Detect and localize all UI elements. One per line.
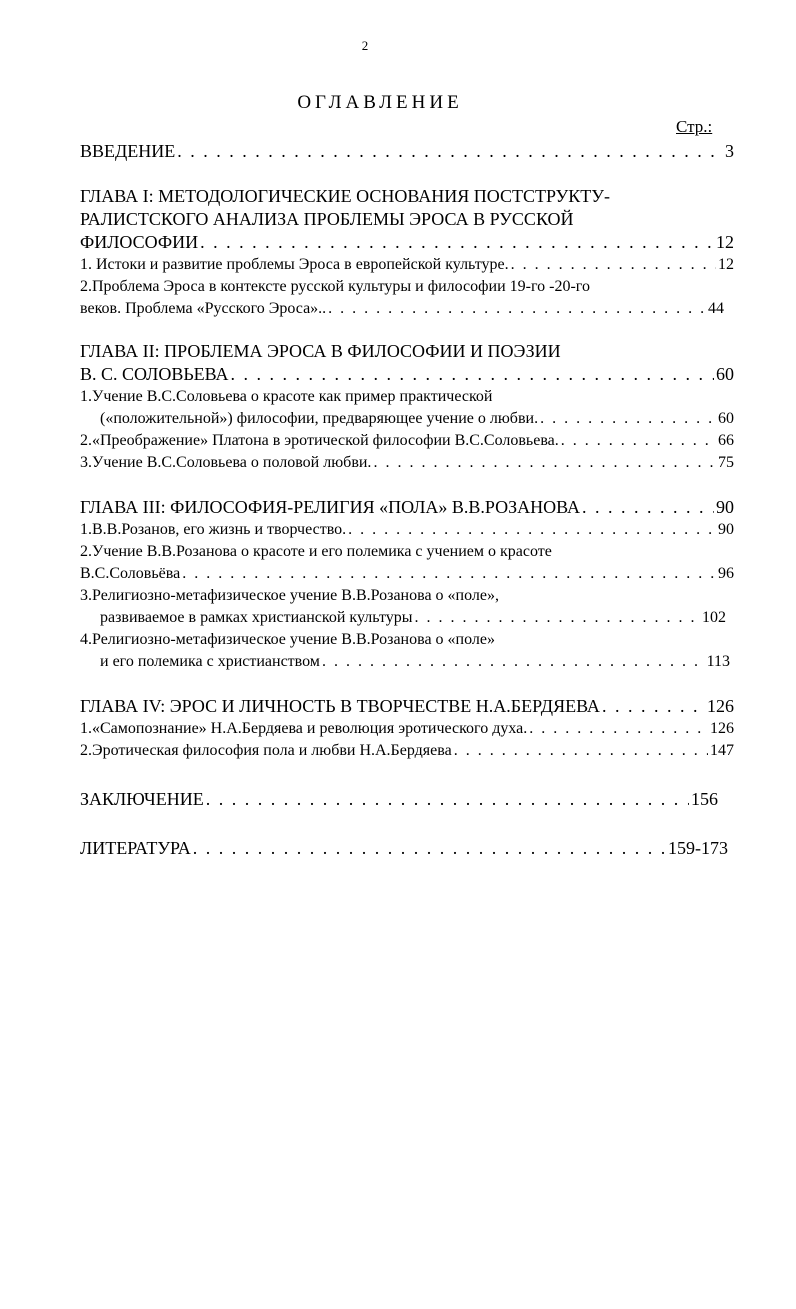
toc-page-number: 96 (718, 565, 734, 582)
toc-entry-literature (80, 837, 734, 860)
toc-page-number: 102 (702, 609, 726, 626)
toc-entry-section-3-3 (80, 607, 734, 629)
chapter-2-title-line: ГЛАВА II: ПРОБЛЕМА ЭРОСА В ФИЛОСОФИИ И ПОЭЗИИ (80, 341, 561, 361)
toc-entry-section-2-2 (80, 430, 734, 452)
toc-entry-title: 1. Истоки и развитие проблемы Эроса в европейской культуре. (80, 256, 509, 273)
table-of-contents (80, 140, 734, 860)
toc-entry-section-4-2 (80, 740, 734, 762)
dot-leader (231, 363, 714, 386)
toc-entry-section-2-1 (80, 408, 734, 430)
toc-entry-chapter-3 (80, 496, 734, 519)
toc-entry-title: 3.Учение В.С.Соловьева о половой любви. (80, 454, 372, 471)
toc-entry-section-3-4 (80, 651, 734, 673)
dot-leader (540, 408, 716, 430)
toc-entry-title: 1.«Самопознание» Н.А.Бердяева и революция эротического духа. (80, 720, 528, 737)
dot-leader (328, 298, 706, 320)
toc-page-number: 60 (716, 364, 734, 384)
toc-page-number: 66 (718, 432, 734, 449)
dot-leader (454, 740, 708, 762)
dot-leader (582, 496, 714, 519)
toc-entry-title: ЛИТЕРАТУРА (80, 838, 191, 858)
toc-entry-chapter-2 (80, 363, 734, 386)
dot-leader (200, 231, 714, 254)
section-3-4-line: 4.Религиозно-метафизическое учение В.В.Розанова о «поле» (80, 631, 495, 648)
toc-page-number: 3 (725, 141, 734, 161)
toc-entry-title: В.С.Соловьёва (80, 565, 181, 582)
dot-leader (373, 452, 716, 474)
toc-page-number: 90 (718, 521, 734, 538)
chapter-1-title-line: РАЛИСТСКОГО АНАЛИЗА ПРОБЛЕМЫ ЭРОСА В РУССКОЙ (80, 209, 574, 229)
toc-entry-conclusion (80, 788, 734, 811)
section-3-2-line: 2.Учение В.В.Розанова о красоте и его полемика с учением о красоте (80, 543, 552, 560)
dot-leader (193, 837, 666, 860)
dot-leader (511, 254, 716, 276)
dot-leader (414, 607, 700, 629)
toc-entry-section-3-1 (80, 519, 734, 541)
toc-page-number: 113 (706, 653, 730, 670)
toc-entry-section-1-2 (80, 298, 734, 320)
toc-page-number: 90 (716, 497, 734, 517)
toc-page-number: 12 (716, 232, 734, 252)
dot-leader (177, 140, 723, 163)
toc-entry-title: ВВЕДЕНИЕ (80, 141, 176, 161)
toc-entry-chapter-4 (80, 695, 734, 718)
toc-page-number: 159-173 (668, 838, 728, 858)
toc-entry-title: и его полемика с христианством (100, 653, 320, 670)
dot-leader (561, 430, 716, 452)
page-number: 2 (361, 38, 369, 53)
dot-leader (348, 519, 716, 541)
toc-page-number: 156 (691, 789, 718, 809)
section-3-3-line: 3.Религиозно-метафизическое учение В.В.Розанова о «поле», (80, 587, 499, 604)
toc-page-number: 60 (718, 410, 734, 427)
toc-entry-title: («положительной») философии, предваряющее учение о любви. (100, 410, 539, 427)
dot-leader (206, 788, 689, 811)
toc-entry-title: ГЛАВА IV: ЭРОС И ЛИЧНОСТЬ В ТВОРЧЕСТВЕ Н.А.БЕРДЯЕВА (80, 696, 600, 716)
toc-entry-title: ЗАКЛЮЧЕНИЕ (80, 789, 204, 809)
page-column-label: Стр.: (676, 117, 713, 136)
toc-entry-title: 2.Эротическая философия пола и любви Н.А.Бердяева (80, 742, 452, 759)
toc-entry-title: ФИЛОСОФИИ (80, 232, 199, 252)
toc-entry-section-4-1 (80, 718, 734, 740)
toc-entry-introduction (80, 140, 734, 163)
toc-entry-title: веков. Проблема «Русского Эроса».. (80, 300, 327, 317)
toc-page-number: 75 (718, 454, 734, 471)
toc-entry-title: ГЛАВА III: ФИЛОСОФИЯ-РЕЛИГИЯ «ПОЛА» В.В.РОЗАНОВА (80, 497, 581, 517)
toc-page-number: 44 (708, 300, 724, 317)
toc-entry-title: 1.В.В.Розанов, его жизнь и творчество. (80, 521, 347, 538)
dot-leader (529, 718, 708, 740)
page-title: ОГЛАВЛЕНИЕ (297, 92, 463, 113)
toc-page-number: 12 (718, 256, 734, 273)
dot-leader (602, 695, 705, 718)
toc-page-number: 126 (707, 696, 734, 716)
section-1-2-line: 2.Проблема Эроса в контексте русской культуры и философии 19-го -20-го (80, 278, 590, 295)
toc-entry-section-2-3 (80, 452, 734, 474)
toc-page-number: 126 (710, 720, 734, 737)
toc-entry-title: 2.«Преображение» Платона в эротической философии В.С.Соловьева. (80, 432, 559, 449)
toc-page-number: 147 (710, 742, 734, 759)
toc-entry-title: развиваемое в рамках христианской культуры (100, 609, 413, 626)
toc-entry-title: В. С. СОЛОВЬЕВА (80, 364, 229, 384)
section-2-1-line: 1.Учение В.С.Соловьева о красоте как пример практической (80, 388, 493, 405)
toc-entry-section-3-2 (80, 563, 734, 585)
toc-entry-section-1-1 (80, 254, 734, 276)
chapter-1-title-line: ГЛАВА I: МЕТОДОЛОГИЧЕСКИЕ ОСНОВАНИЯ ПОСТСТРУКТУ- (80, 186, 611, 206)
toc-entry-chapter-1 (80, 231, 734, 254)
dot-leader (182, 563, 716, 585)
dot-leader (322, 651, 705, 673)
